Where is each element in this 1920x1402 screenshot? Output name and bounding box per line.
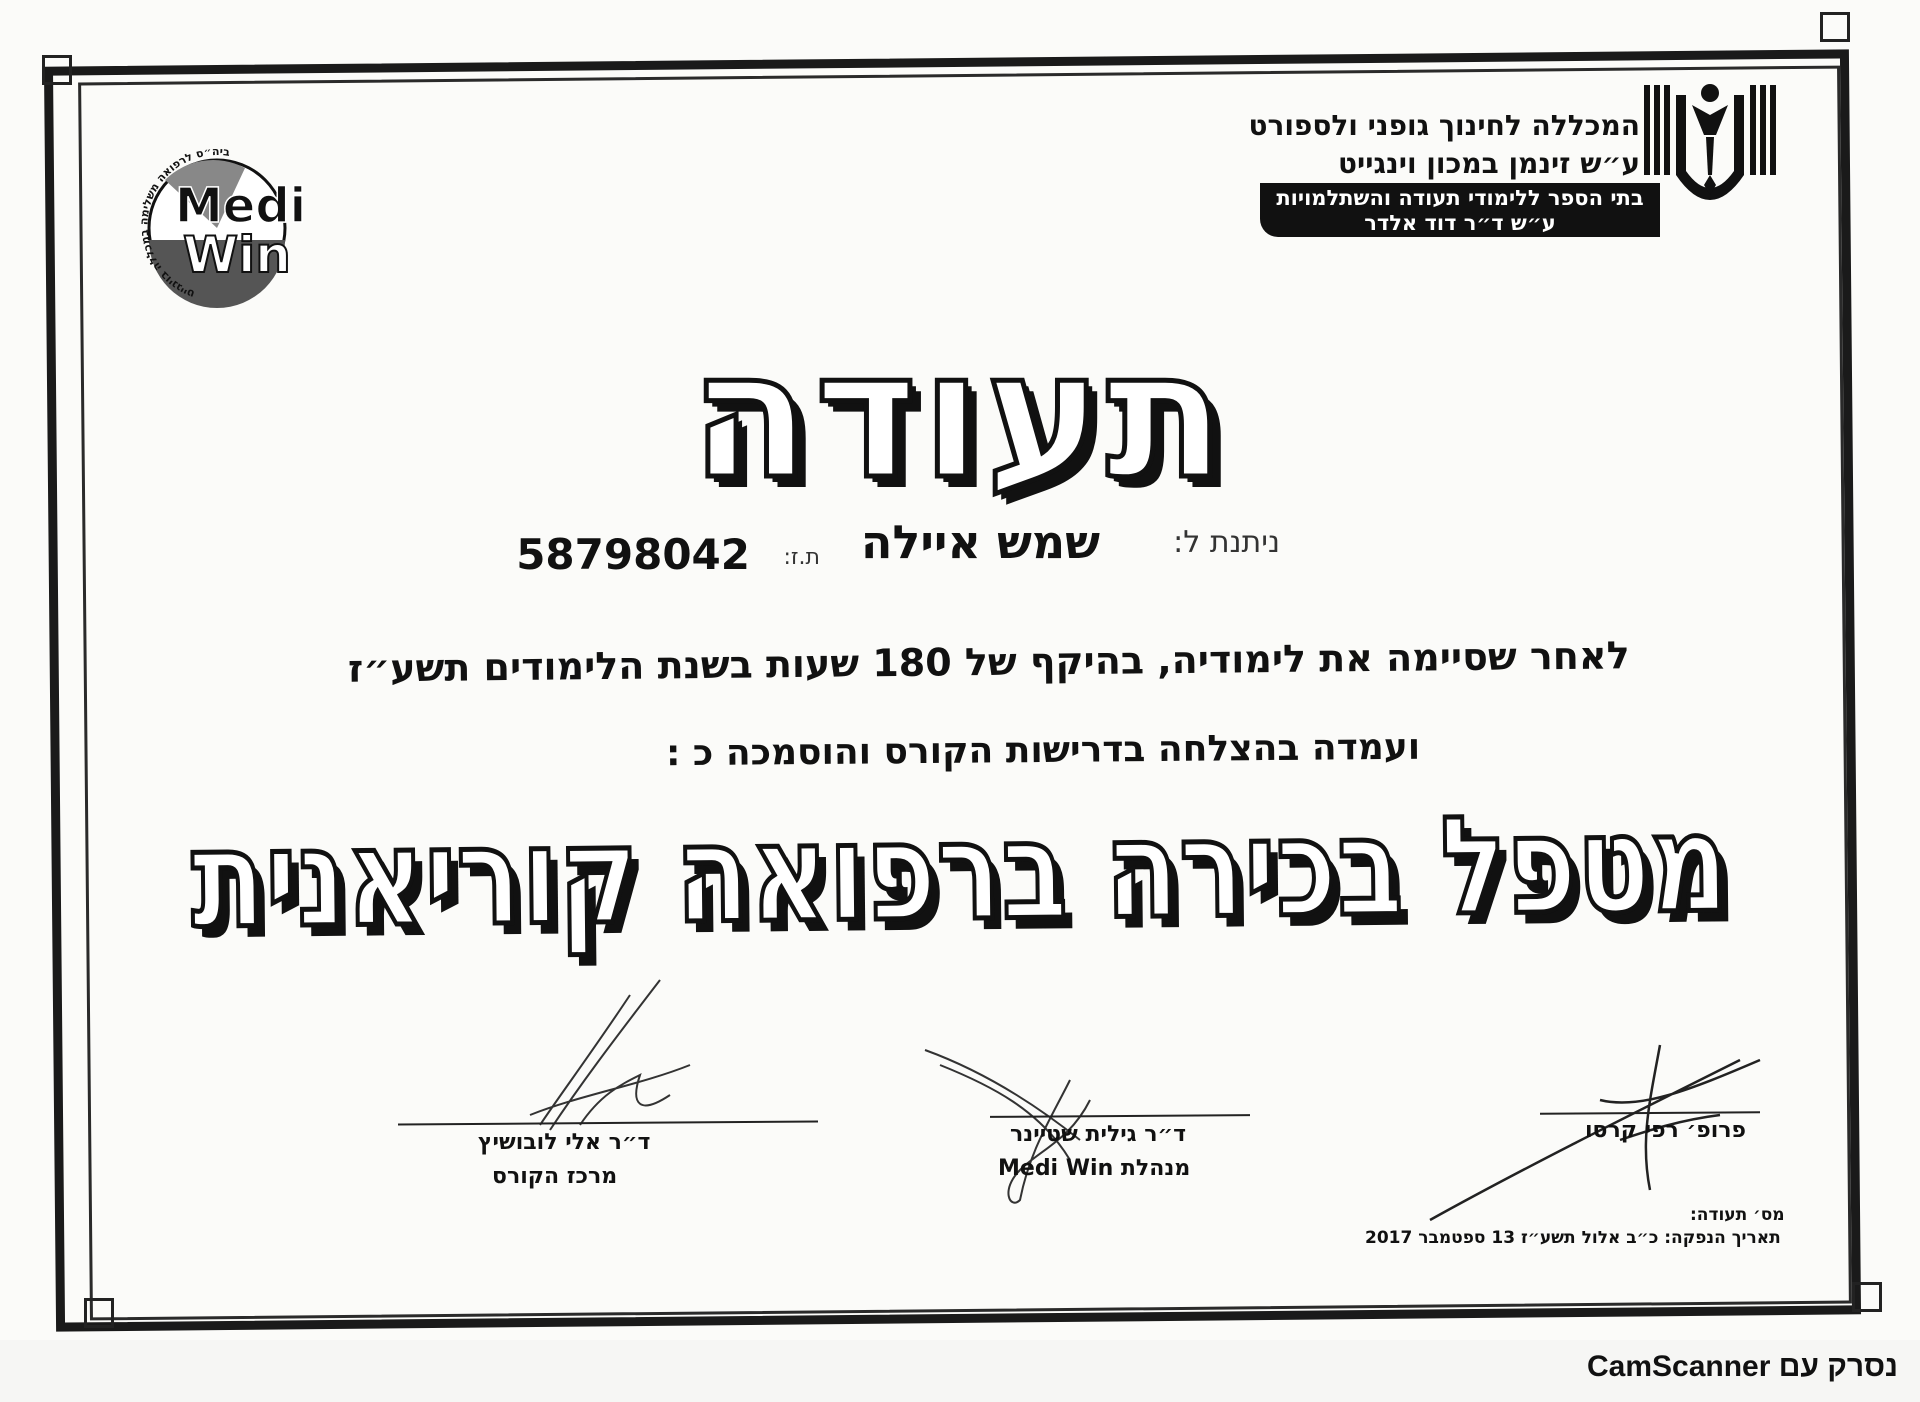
mediwin-ring-text: ביה״ס לרפואה משלימה במכללה בוינגייט bbox=[137, 144, 231, 301]
frame-corner bbox=[1820, 12, 1850, 42]
camscanner-watermark: נסרק עם CamScanner bbox=[1586, 1350, 1898, 1383]
signatory-right-name: פרופ׳ רפי קרסו bbox=[1585, 1118, 1746, 1143]
frame-corner bbox=[84, 1298, 114, 1328]
college-schools-band bbox=[1260, 183, 1660, 237]
signatory-left-role: מרכז הקורס bbox=[492, 1164, 618, 1189]
college-name-line2: ע״ש זינמן במכון וינגייט bbox=[1338, 147, 1640, 180]
frame-corner bbox=[42, 55, 72, 85]
signature-left bbox=[520, 975, 720, 1145]
frame-corner bbox=[1852, 1282, 1882, 1312]
id-label: ת.ז: bbox=[783, 545, 820, 570]
college-logo bbox=[1248, 75, 1780, 235]
signatory-middle-name: ד״ר גילית שטיינר bbox=[1010, 1122, 1187, 1147]
college-band-line1: בתי הספר ללימודי תעודה והשתלמויות bbox=[1276, 186, 1644, 210]
id-number: 58798042 bbox=[516, 530, 750, 579]
body-line-1: לאחר שסיימה את לימודיה, בהיקף של 180 שעות בשנת הלימודים תשע״ז bbox=[348, 633, 1631, 691]
mediwin-logo-win: Win bbox=[183, 226, 291, 284]
signatory-left-name: ד״ר אלי לובושיץ bbox=[478, 1130, 651, 1155]
recipient-name: שמש איילה bbox=[860, 515, 1100, 569]
course-title: מטפל בכירה ברפואה קוריאנית bbox=[190, 786, 1730, 959]
college-name-line1: המכללה לחינוך גופני ולספורט bbox=[1248, 109, 1640, 142]
mediwin-logo-medi: Medi bbox=[175, 178, 307, 234]
mediwin-logo bbox=[125, 140, 310, 310]
college-band-line2: ע״ש ד״ר דוד אלדר bbox=[1364, 211, 1556, 235]
certificate-number-label: מס׳ תעודה: bbox=[1690, 1205, 1785, 1225]
body-line-2: ועמדה בהצלחה בדרישות הקורס והוסמכה כ : bbox=[665, 726, 1421, 775]
wingate-emblem-icon bbox=[1640, 75, 1780, 225]
signatory-middle-role: מנהלת Medi Win bbox=[998, 1156, 1191, 1181]
issue-date: תאריך הנפקה: כ״ב אלול תשע״ז 13 ספטמבר 2017 bbox=[1365, 1228, 1781, 1248]
given-to-label: ניתנת ל: bbox=[1173, 525, 1280, 560]
certificate-title: תעודה bbox=[690, 315, 1230, 518]
